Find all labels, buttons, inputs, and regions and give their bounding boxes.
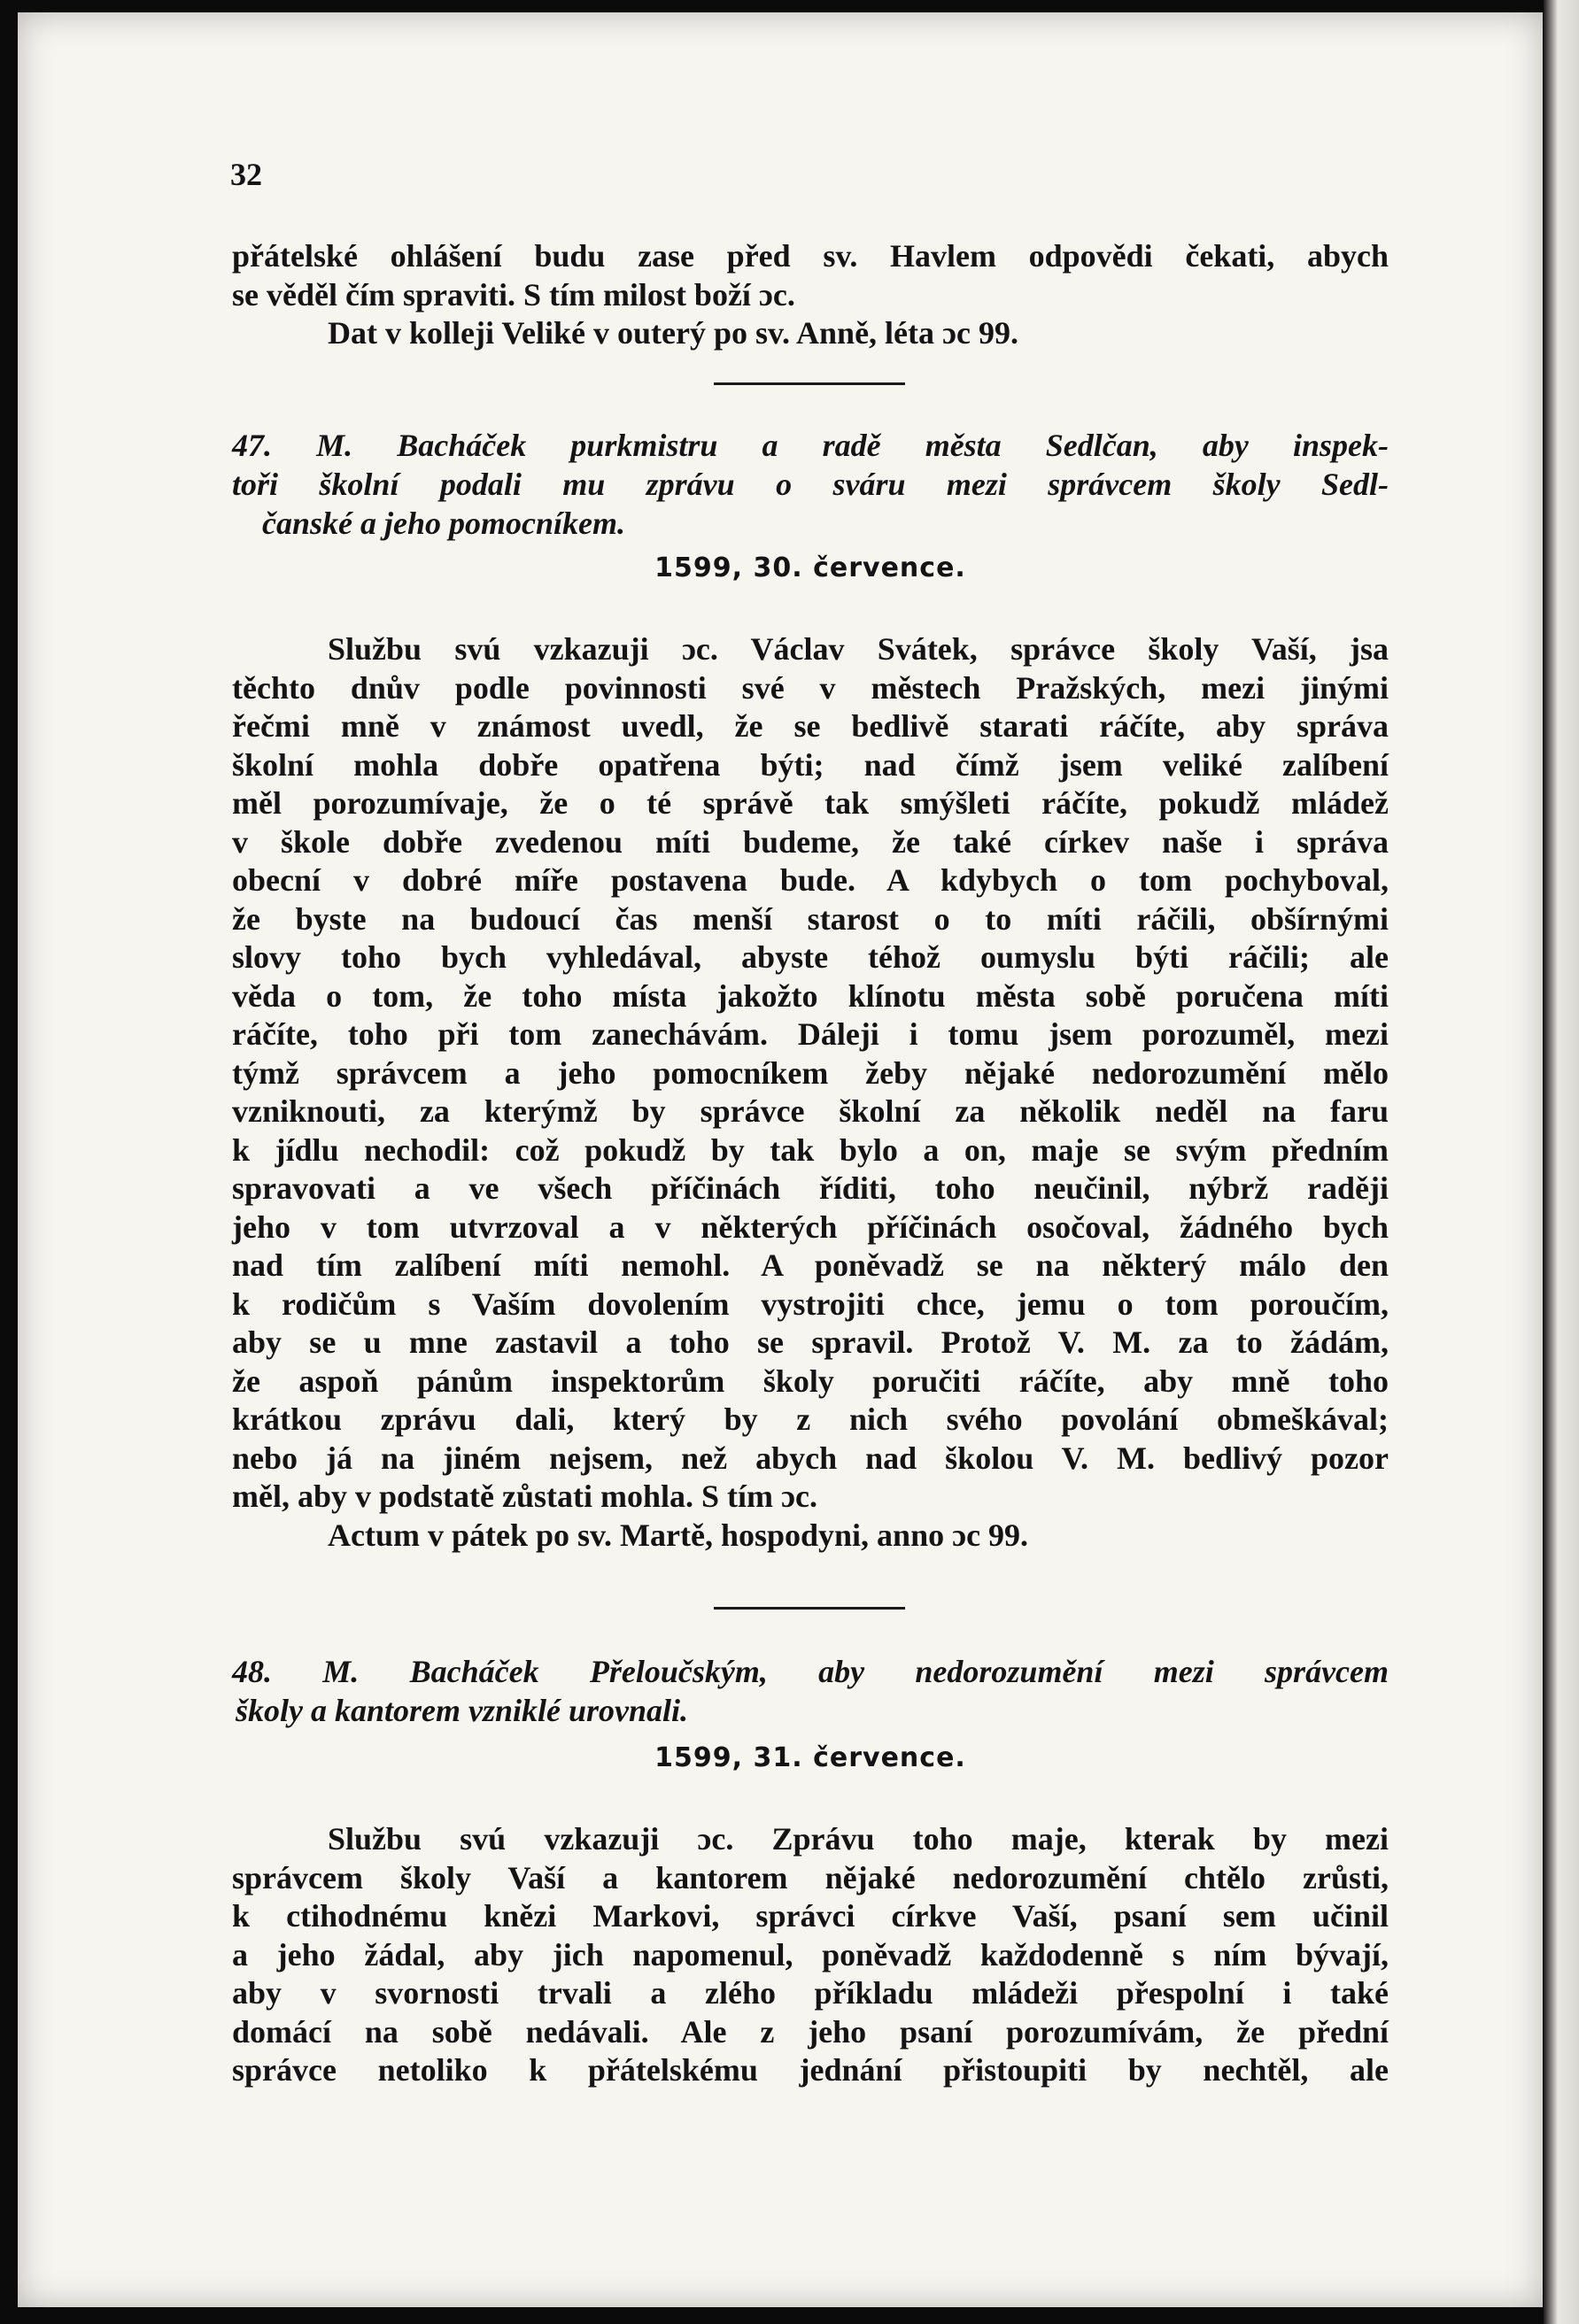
body-line: nad tím zalíbení míti nemohl. A poněvadž se na některý málo den bbox=[232, 1247, 1389, 1283]
body-line: řečmi mně v známost uvedl, že se bedlivě starati ráčíte, aby správa bbox=[232, 708, 1389, 744]
body-line: věda o tom, že toho místa jakožto klínotu města sobě poručena míti bbox=[232, 977, 1389, 1014]
body-line: aby v svornosti trvali a zlého příkladu mládeži přespolní i také bbox=[232, 1975, 1389, 2011]
intro-line: přátelské ohlášení budu zase před sv. Havlem odpovědi čekati, abych bbox=[232, 238, 1389, 274]
body-line: školní mohla dobře opatřena býti; nad čímž jsem veliké zalíbení bbox=[232, 746, 1389, 783]
body-line: správce netoliko k přátelskému jednání přistoupiti by nechtěl, ale bbox=[232, 2052, 1389, 2088]
section-divider bbox=[714, 382, 905, 385]
intro-closing: Dat v kolleji Veliké v outerý po sv. Anně, léta ɔc 99. bbox=[328, 315, 1018, 351]
body-line: a jeho žádal, aby jich napomenul, poněvadž každodenně s ním bývají, bbox=[232, 1936, 1389, 1973]
body-line: krátkou zprávu dali, který by z nich svého povolání obmeškával; bbox=[232, 1401, 1389, 1437]
letter-47-date: 1599, 30. července. bbox=[654, 552, 966, 583]
letter-47-heading bbox=[232, 426, 1389, 543]
body-line: domácí na sobě nedávali. Ale z jeho psaní porozumívám, že přední bbox=[232, 2013, 1389, 2050]
letter-47-closing: Actum v pátek po sv. Martě, hospodyni, anno ɔc 99. bbox=[328, 1517, 1029, 1553]
body-line: v škole dobře zvedenou míti budeme, že také církev naše i správa bbox=[232, 823, 1389, 860]
body-line: slovy toho bych vyhledával, abyste téhož oumyslu býti ráčili; ale bbox=[232, 939, 1389, 975]
letter-48-body bbox=[232, 1820, 1389, 2090]
body-line: měl, aby v podstatě zůstati mohla. S tím ɔc. bbox=[232, 1479, 817, 1514]
body-line: správcem školy Vaší a kantorem nějaké nedorozumění chtělo zrůsti, bbox=[232, 1859, 1389, 1895]
heading-line: 47. M. Bacháček purkmistru a radě města Sedlčan, aby inspek- bbox=[232, 428, 1389, 463]
body-line: Službu svú vzkazuji ɔc. Václav Svátek, správce školy Vaší, jsa bbox=[328, 631, 1389, 667]
body-line: vzniknouti, za kterýmž by správce školní za několik neděl na faru bbox=[232, 1093, 1389, 1129]
heading-line: toři školní podali mu zprávu o sváru mezi správcem školy Sedl- bbox=[232, 467, 1389, 502]
body-line: k rodičům s Vaším dovolením vystrojiti chce, jemu o tom poroučím, bbox=[232, 1286, 1389, 1322]
letter-47-body bbox=[232, 630, 1389, 1555]
heading-line: školy a kantorem vzniklé urovnali. bbox=[236, 1693, 689, 1728]
body-line: k ctihodnému knězi Markovi, správci církve Vaší, psaní sem učinil bbox=[232, 1898, 1389, 1934]
body-line: obecní v dobré míře postavena bude. A kdybych o tom pochyboval, bbox=[232, 862, 1389, 898]
intro-line: se věděl čím spraviti. S tím milost boží ɔc. bbox=[232, 276, 795, 313]
body-line: ráčíte, toho při tom zanechávám. Dáleji i tomu jsem porozuměl, mezi bbox=[232, 1016, 1389, 1052]
heading-line: čanské a jeho pomocníkem. bbox=[262, 506, 625, 541]
body-line: aby se u mne zastavil a toho se spravil. Protož V. M. za to žádám, bbox=[232, 1324, 1389, 1360]
body-line: Službu svú vzkazuji ɔc. Zprávu toho maje, kterak by mezi bbox=[328, 1821, 1389, 1857]
page-number: 32 bbox=[230, 157, 262, 192]
heading-line: 48. M. Bacháček Přeloučským, aby nedorozumění mezi správcem bbox=[232, 1654, 1389, 1689]
body-line: spravovati a ve všech příčinách říditi, toho neučinil, nýbrž raději bbox=[232, 1170, 1389, 1206]
body-line: týmž správcem a jeho pomocníkem žeby nějaké nedorozumění mělo bbox=[232, 1054, 1389, 1091]
body-line: měl porozumívaje, že o té správě tak smýšleti ráčíte, pokudž mládež bbox=[232, 785, 1389, 821]
body-line: nebo já na jiném nejsem, než abych nad školou V. M. bedlivý pozor bbox=[232, 1440, 1389, 1476]
letter-48-heading bbox=[232, 1652, 1389, 1730]
intro-paragraph bbox=[232, 237, 1389, 353]
body-line: jeho v tom utvrzoval a v některých příčinách osočoval, žádného bych bbox=[232, 1208, 1389, 1245]
body-line: k jídlu nechodil: což pokudž by tak bylo a on, maje se svým předním bbox=[232, 1131, 1389, 1168]
body-line: těchto dnův podle povinnosti své v městech Pražských, mezi jinými bbox=[232, 669, 1389, 706]
page-edge-shadow bbox=[1544, 0, 1579, 2324]
body-line: že byste na budoucí čas menší starost o to míti ráčili, obšírnými bbox=[232, 900, 1389, 937]
section-divider bbox=[714, 1607, 905, 1610]
body-line: že aspoň pánům inspektorům školy poručiti ráčíte, aby mně toho bbox=[232, 1363, 1389, 1399]
letter-48-date: 1599, 31. července. bbox=[654, 1742, 966, 1773]
